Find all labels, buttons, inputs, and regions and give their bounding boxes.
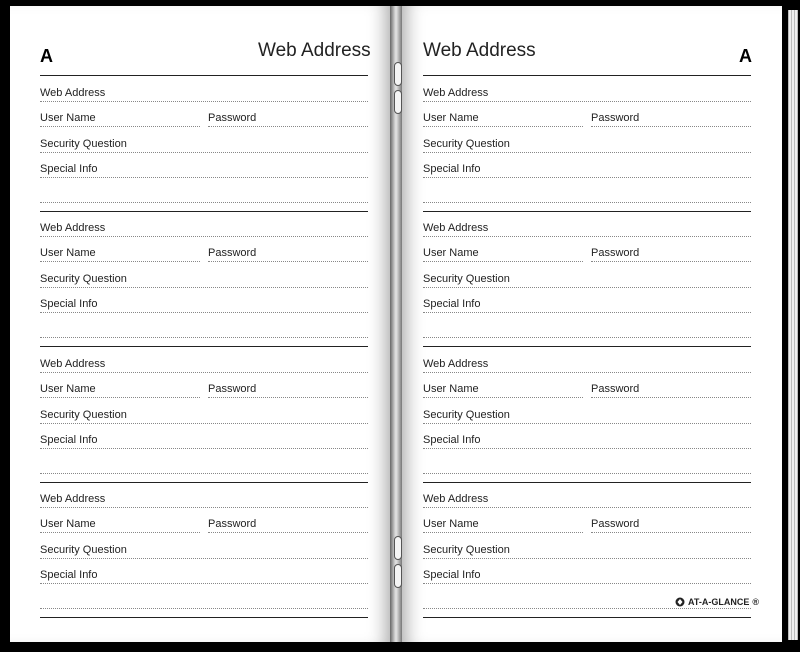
left-entry-1-password-line[interactable] (208, 126, 368, 127)
page-title-right: Web Address (423, 40, 536, 61)
right-entry-2-user-name-line[interactable] (423, 261, 583, 262)
right-entry-4-security-question-label: Security Question (423, 544, 510, 556)
right-entry-3-web-address-label: Web Address (423, 358, 489, 370)
right-entry-1-special-info-label: Special Info (423, 163, 481, 175)
right-entry-1-special-info-line-2[interactable] (423, 202, 751, 203)
left-entry-1-user-name-label: User Name (40, 112, 96, 124)
left-entry-1-web-address-line[interactable] (40, 101, 368, 102)
left-entry-4-password-label: Password (208, 518, 257, 530)
left-entry-1-special-info-label: Special Info (40, 163, 98, 175)
right-entry-1-password-line[interactable] (591, 126, 751, 127)
right-entry-3-user-name-line[interactable] (423, 397, 583, 398)
right-entry-1-web-address-label: Web Address (423, 87, 489, 99)
right-entry-3-special-info-line-2[interactable] (423, 473, 751, 474)
binder-ring-bottom-1 (394, 536, 402, 560)
left-entry-3-security-question-label: Security Question (40, 409, 127, 421)
right-entry-3-security-question-label: Security Question (423, 409, 510, 421)
right-entry-1-security-question-line[interactable] (423, 152, 751, 153)
tab-letter-right: A (739, 46, 752, 66)
left-entry-2-special-info-line-2[interactable] (40, 337, 368, 338)
left-entry-4-user-name-label: User Name (40, 518, 96, 530)
left-entry-4-web-address-label: Web Address (40, 493, 106, 505)
left-entry-4-user-name-line[interactable] (40, 532, 200, 533)
brand-logo-icon (675, 597, 685, 607)
right-entry-1-user-name-line[interactable] (423, 126, 583, 127)
left-entry-2-special-info-line[interactable] (40, 312, 368, 313)
right-entry-4-special-info-line[interactable] (423, 583, 751, 584)
brand-name: AT-A-GLANCE (688, 597, 750, 607)
left-entry-3-separator (40, 482, 368, 483)
right-entry-2-special-info-label: Special Info (423, 298, 481, 310)
right-entry-3-user-name-label: User Name (423, 383, 479, 395)
left-entry-3-password-line[interactable] (208, 397, 368, 398)
right-entry-3-separator (423, 482, 751, 483)
left-entry-2-user-name-line[interactable] (40, 261, 200, 262)
right-entry-1-separator (423, 211, 751, 212)
right-entry-2-password-line[interactable] (591, 261, 751, 262)
tab-letter-left: A (40, 46, 53, 66)
left-entry-4-password-line[interactable] (208, 532, 368, 533)
left-entry-2-security-question-line[interactable] (40, 287, 368, 288)
left-entry-4-special-info-line[interactable] (40, 583, 368, 584)
left-entry-4-security-question-line[interactable] (40, 558, 368, 559)
left-entry-1-security-question-label: Security Question (40, 138, 127, 150)
left-entry-1-web-address-label: Web Address (40, 87, 106, 99)
right-entry-4-password-line[interactable] (591, 532, 751, 533)
left-entry-3-password-label: Password (208, 383, 257, 395)
left-entry-2-password-label: Password (208, 247, 257, 259)
left-entry-2-special-info-label: Special Info (40, 298, 98, 310)
left-entry-1-password-label: Password (208, 112, 257, 124)
left-entry-3-user-name-line[interactable] (40, 397, 200, 398)
right-entry-4-security-question-line[interactable] (423, 558, 751, 559)
left-entry-2-web-address-label: Web Address (40, 222, 106, 234)
left-entry-3-user-name-label: User Name (40, 383, 96, 395)
right-entry-3-security-question-line[interactable] (423, 423, 751, 424)
right-entry-2-web-address-label: Web Address (423, 222, 489, 234)
right-entry-2-web-address-line[interactable] (423, 236, 751, 237)
right-entry-1-special-info-line[interactable] (423, 177, 751, 178)
left-entry-4-web-address-line[interactable] (40, 507, 368, 508)
left-entry-1-special-info-line[interactable] (40, 177, 368, 178)
left-entry-4-special-info-label: Special Info (40, 569, 98, 581)
page-title-left: Web Address (258, 40, 371, 61)
right-entry-4-special-info-line-2[interactable] (423, 608, 751, 609)
right-entry-2-user-name-label: User Name (423, 247, 479, 259)
left-entry-3-web-address-line[interactable] (40, 372, 368, 373)
left-entry-2-user-name-label: User Name (40, 247, 96, 259)
left-entry-3-special-info-line-2[interactable] (40, 473, 368, 474)
left-entry-2-password-line[interactable] (208, 261, 368, 262)
left-entry-1-security-question-line[interactable] (40, 152, 368, 153)
right-entry-4-password-label: Password (591, 518, 640, 530)
right-entry-4-separator (423, 617, 751, 618)
left-entry-2-security-question-label: Security Question (40, 273, 127, 285)
right-entry-1-password-label: Password (591, 112, 640, 124)
right-entry-4-special-info-label: Special Info (423, 569, 481, 581)
header-rule-right (423, 75, 751, 76)
right-entry-4-user-name-line[interactable] (423, 532, 583, 533)
binder-ring-top-2 (394, 90, 402, 114)
left-entry-2-separator (40, 346, 368, 347)
right-entry-3-special-info-label: Special Info (423, 434, 481, 446)
right-entry-2-password-label: Password (591, 247, 640, 259)
brand-logo (675, 597, 759, 607)
right-entry-4-user-name-label: User Name (423, 518, 479, 530)
left-entry-1-special-info-line-2[interactable] (40, 202, 368, 203)
left-entry-3-special-info-line[interactable] (40, 448, 368, 449)
left-entry-4-separator (40, 617, 368, 618)
left-entry-1-user-name-line[interactable] (40, 126, 200, 127)
right-entry-3-password-label: Password (591, 383, 640, 395)
left-entry-3-web-address-label: Web Address (40, 358, 106, 370)
left-entry-3-special-info-label: Special Info (40, 434, 98, 446)
right-entry-1-security-question-label: Security Question (423, 138, 510, 150)
header-rule-left (40, 75, 368, 76)
brand-registered-mark: ® (752, 597, 759, 607)
right-entry-4-web-address-line[interactable] (423, 507, 751, 508)
right-entry-2-special-info-line[interactable] (423, 312, 751, 313)
binder-ring-bottom-2 (394, 564, 402, 588)
left-entry-1-separator (40, 211, 368, 212)
left-entry-4-special-info-line-2[interactable] (40, 608, 368, 609)
right-entry-1-user-name-label: User Name (423, 112, 479, 124)
page-edges (788, 10, 798, 640)
right-entry-1-web-address-line[interactable] (423, 101, 751, 102)
right-entry-3-web-address-line[interactable] (423, 372, 751, 373)
right-entry-3-special-info-line[interactable] (423, 448, 751, 449)
left-entry-3-security-question-line[interactable] (40, 423, 368, 424)
left-entry-4-security-question-label: Security Question (40, 544, 127, 556)
right-entry-2-separator (423, 346, 751, 347)
right-entry-2-special-info-line-2[interactable] (423, 337, 751, 338)
right-entry-2-security-question-label: Security Question (423, 273, 510, 285)
right-entry-3-password-line[interactable] (591, 397, 751, 398)
right-entry-4-web-address-label: Web Address (423, 493, 489, 505)
binder-ring-top-1 (394, 62, 402, 86)
left-entry-2-web-address-line[interactable] (40, 236, 368, 237)
right-entry-2-security-question-line[interactable] (423, 287, 751, 288)
